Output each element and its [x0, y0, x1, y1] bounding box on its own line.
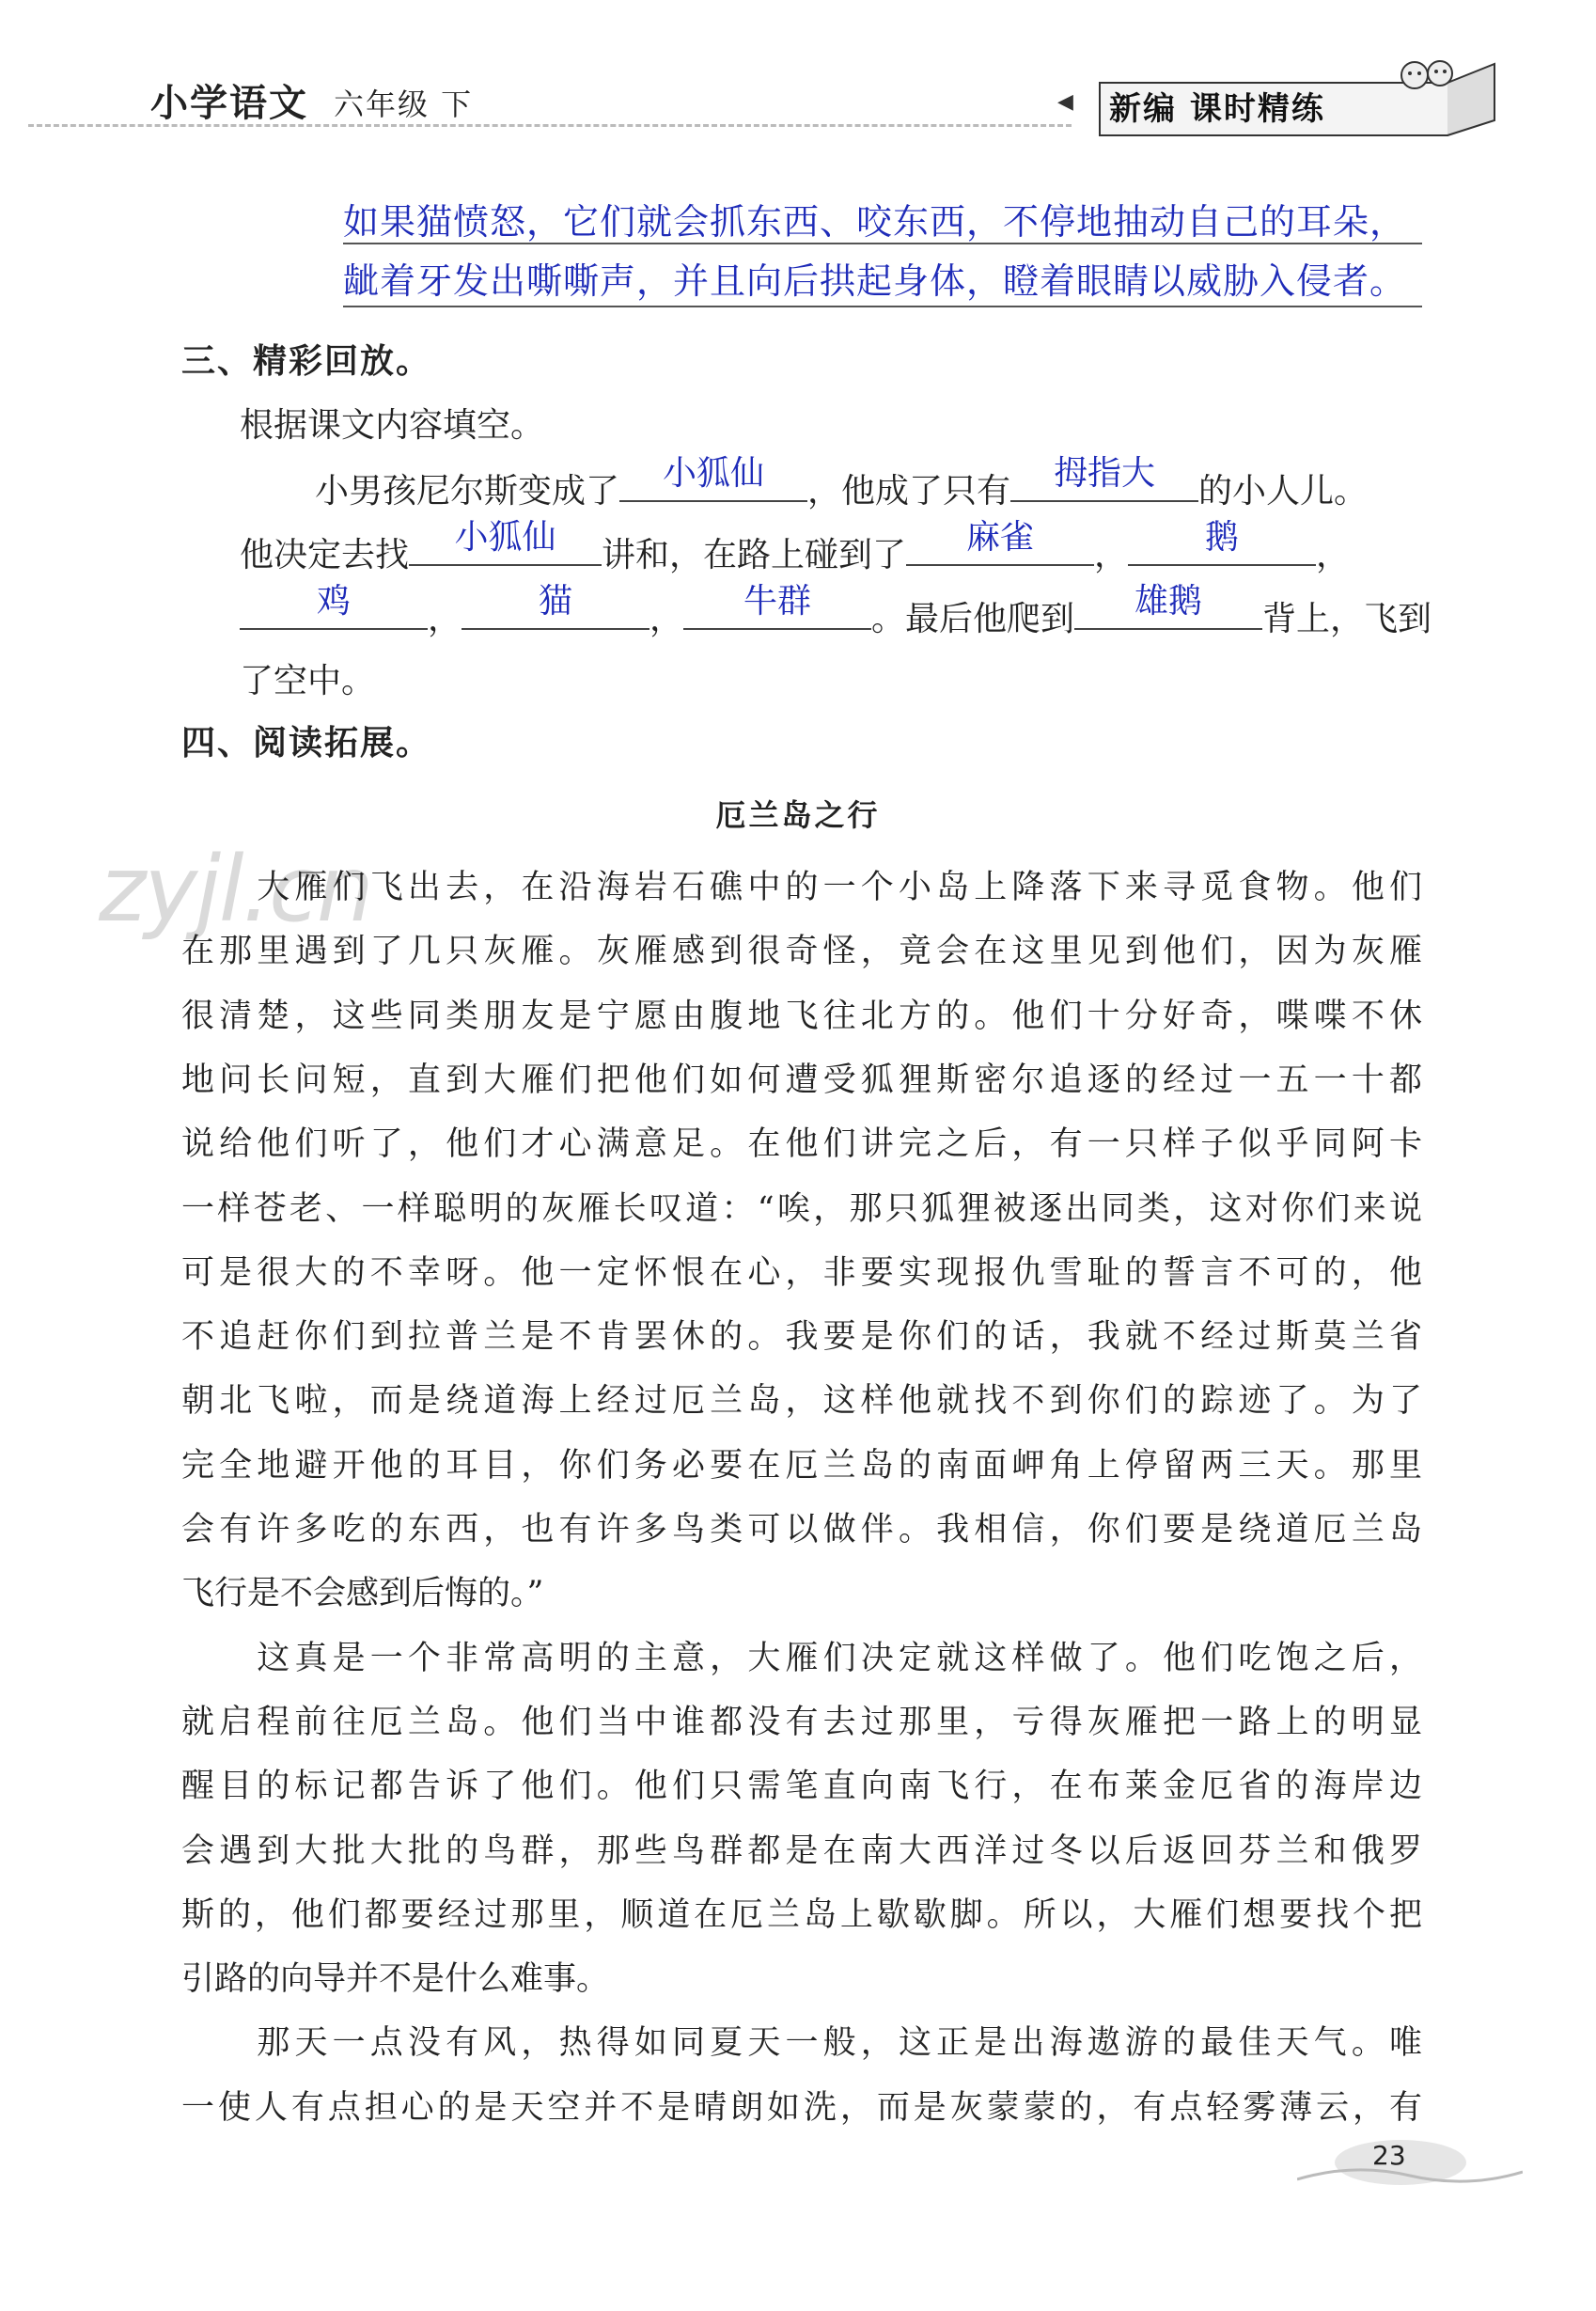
text-segment: 。最后他爬到	[871, 600, 1075, 638]
header-subject: 小学语文	[150, 82, 308, 125]
text-segment: 背上，飞到	[1262, 600, 1432, 638]
blank-answer: 小狐仙	[454, 518, 556, 557]
fill-blank-3	[409, 518, 602, 566]
fill-blank-2	[1010, 454, 1198, 502]
section-3-heading: 三、精彩回放。	[181, 342, 432, 381]
blank-answer: 猫	[539, 582, 573, 621]
text-segment: 的小人儿。	[1198, 472, 1369, 511]
fill-blank-9	[1074, 582, 1262, 630]
answer-line-1: 如果猫愤怒，它们就会抓东西、咬东西，不停地抽动自己的耳朵，	[343, 201, 1407, 243]
blank-answer: 牛群	[743, 582, 812, 621]
blank-answer: 小狐仙	[663, 454, 765, 493]
article-line: 在那里遇到了几只灰雁。灰雁感到很奇怪，竟会在这里见到他们，因为灰雁	[181, 933, 1422, 971]
text-segment: ，	[428, 600, 462, 638]
section-3-instruction: 根据课文内容填空。	[240, 406, 545, 445]
blank-answer: 拇指大	[1054, 454, 1156, 493]
article-line: 这真是一个非常高明的主意，大雁们决定就这样做了。他们吃饱之后，	[181, 1639, 1422, 1677]
fill-sentence-1	[315, 454, 1369, 512]
answer-line-2: 龇着牙发出嘶嘶声，并且向后拱起身体，瞪着眼睛以威胁入侵者。	[343, 260, 1407, 302]
text-segment: ，	[649, 600, 684, 638]
header-dashed-rule	[28, 124, 1072, 127]
watermark: zyjl.cn	[99, 837, 372, 942]
article-line: 会遇到大批大批的鸟群，那些鸟群都是在南大西洋过冬以后返回芬兰和俄罗	[181, 1832, 1422, 1870]
article-line: 不追赶你们到拉普兰是不肯罢休的。我要是你们的话，我就不经过斯莫兰省	[181, 1318, 1422, 1357]
fill-blank-1	[619, 454, 807, 502]
article-line: 大雁们飞出去，在沿海岩石礁中的一个小岛上降落下来寻觅食物。他们	[181, 869, 1422, 906]
section-4-heading: 四、阅读拓展。	[181, 724, 432, 762]
fill-blank-8	[683, 582, 871, 630]
fill-blank-4	[906, 518, 1094, 566]
fill-sentence-4: 了空中。	[240, 662, 376, 700]
fill-blank-7	[462, 582, 649, 630]
article-line: 朝北飞啦，而是绕道海上经过厄兰岛，这样他就找不到你们的踪迹了。为了	[181, 1382, 1422, 1421]
blank-answer: 鹅	[1205, 518, 1240, 557]
blank-answer: 鸡	[316, 582, 351, 621]
article-line: 可是很大的不幸呀。他一定怀恨在心，非要实现报仇雪耻的誓言不可的，他	[181, 1253, 1422, 1292]
page-number: 23	[1372, 2140, 1406, 2171]
text-segment: ，	[1316, 536, 1351, 574]
article-line: 斯的，他们都要经过那里，顺道在厄兰岛上歇歇脚。所以，大雁们想要找个把	[181, 1895, 1422, 1934]
text-segment: 讲和，在路上碰到了	[602, 536, 907, 574]
article-line: 地问长问短，直到大雁们把他们如何遭受狐狸斯密尔追逐的经过一五一十都	[181, 1061, 1422, 1099]
fill-blank-5	[1128, 518, 1316, 566]
text-segment: 他决定去找	[240, 536, 410, 574]
header-brand: 新编 课时精练	[1109, 90, 1325, 128]
article-line: 醒目的标记都告诉了他们。他们只需笔直向南飞行，在布莱金厄省的海岸边	[181, 1768, 1422, 1806]
answer-rule-2	[343, 306, 1422, 307]
article-line: 就启程前往厄兰岛。他们当中谁都没有去过那里，亏得灰雁把一路上的明显	[181, 1703, 1422, 1741]
article-title: 厄兰岛之行	[715, 797, 881, 833]
article-line: 说给他们听了，他们才心满意足。在他们讲完之后，有一只样子似乎同阿卡	[181, 1125, 1422, 1164]
article-line: 很清楚，这些同类朋友是宁愿由腹地飞往北方的。他们十分好奇，喋喋不休	[181, 997, 1422, 1035]
page-header	[0, 0, 1596, 141]
answer-rule-1	[343, 243, 1422, 244]
header-grade: 六年级 下	[334, 86, 474, 122]
text-segment: ，	[1094, 536, 1129, 574]
blank-answer: 麻雀	[966, 518, 1035, 557]
fill-sentence-2	[240, 518, 1351, 576]
article-line: 飞行是不会感到后悔的。”	[181, 1575, 544, 1613]
article-line: 会有许多吃的东西，也有许多鸟类可以做伴。我相信，你们要是绕道厄兰岛	[181, 1511, 1422, 1549]
article-line: 完全地避开他的耳目，你们务必要在厄兰岛的南面岬角上停留两三天。那里	[181, 1446, 1422, 1485]
fill-sentence-3	[240, 582, 1432, 640]
article-line: 一样苍老、一样聪明的灰雁长叹道：“唉，那只狐狸被逐出同类，这对你们来说	[181, 1189, 1422, 1228]
article-line: 那天一点没有风，热得如同夏天一般，这正是出海遨游的最佳天气。唯	[181, 2024, 1422, 2063]
header-arrow-icon: ◀	[1057, 90, 1073, 114]
article-line: 引路的向导并不是什么难事。	[181, 1960, 610, 1999]
text-segment: ，他成了只有	[807, 472, 1011, 511]
text-segment: 小男孩尼尔斯变成了	[315, 472, 620, 511]
fill-blank-6	[240, 582, 428, 630]
article-line: 一使人有点担心的是天空并不是晴朗如洗，而是灰蒙蒙的，有点轻雾薄云，有	[181, 2088, 1422, 2127]
page-number-wave-icon	[1297, 2134, 1523, 2191]
blank-answer: 雄鹅	[1134, 582, 1203, 621]
